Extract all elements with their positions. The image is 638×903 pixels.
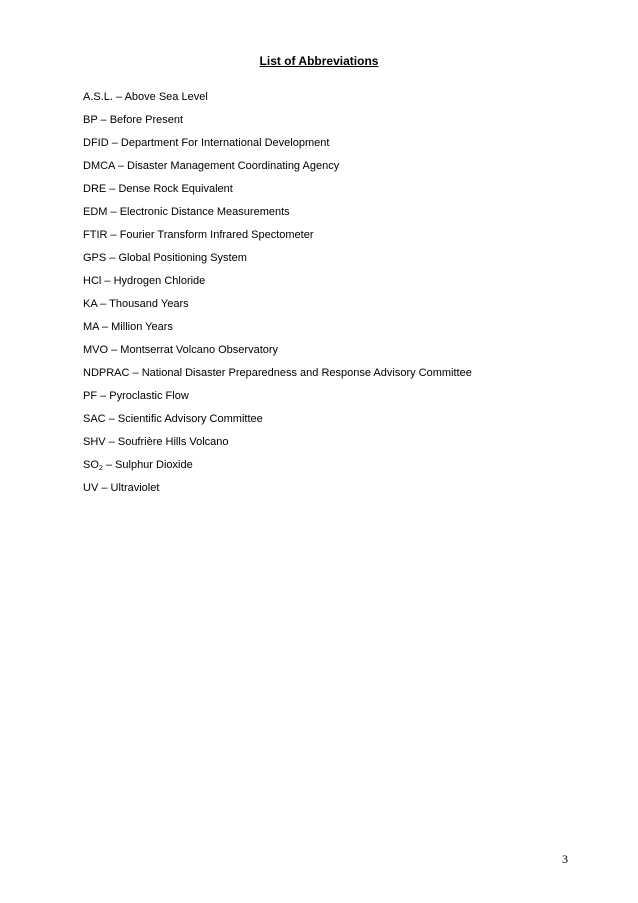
abbreviation-definition: Hydrogen Chloride: [113, 275, 206, 287]
abbreviation-entry: [83, 159, 472, 182]
abbreviation-separator: –: [112, 91, 125, 103]
abbreviation-term: GPS: [83, 252, 107, 264]
abbreviation-separator: –: [114, 160, 128, 172]
abbreviation-term: DRE: [83, 183, 107, 195]
abbreviation-term: SAC: [83, 413, 106, 425]
abbreviation-definition: National Disaster Preparedness and Response Advisory Committee: [141, 367, 472, 379]
abbreviation-entry: [83, 458, 472, 481]
abbreviation-separator: –: [106, 183, 119, 195]
abbreviation-term: KA: [83, 298, 98, 310]
abbreviation-term: MVO: [83, 344, 109, 356]
abbreviation-entry: [83, 90, 472, 113]
abbreviation-entry: [83, 182, 472, 205]
abbreviation-term: FTIR: [83, 229, 108, 241]
abbreviation-definition: Thousand Years: [109, 298, 189, 310]
abbreviation-entry: [83, 481, 472, 504]
abbreviation-subscript: 2: [98, 465, 103, 472]
abbreviation-separator: –: [97, 114, 110, 126]
abbreviation-entry: [83, 435, 472, 458]
abbreviation-entry: [83, 343, 472, 366]
abbreviation-definition: Million Years: [111, 321, 173, 333]
abbreviation-separator: –: [105, 436, 118, 448]
abbreviation-entry: [83, 251, 472, 274]
abbreviation-term: DMCA: [83, 160, 115, 172]
abbreviation-term: SO: [83, 459, 99, 471]
abbreviation-separator: –: [98, 482, 111, 494]
abbreviation-definition: Electronic Distance Measurements: [119, 206, 290, 218]
abbreviation-entry: [83, 205, 472, 228]
abbreviation-definition: Pyroclastic Flow: [109, 390, 189, 402]
abbreviation-entry: [83, 297, 472, 320]
abbreviation-term: NDPRAC: [83, 367, 130, 379]
abbreviation-separator: –: [101, 275, 114, 287]
abbreviation-term: UV: [83, 482, 99, 494]
abbreviation-definition: Ultraviolet: [110, 482, 160, 494]
abbreviation-separator: –: [98, 321, 112, 333]
abbreviation-entry: [83, 412, 472, 435]
abbreviation-separator: –: [108, 137, 121, 149]
abbreviation-term: SHV: [83, 436, 106, 448]
abbreviation-definition: Dense Rock Equivalent: [118, 183, 233, 195]
abbreviation-entry: [83, 320, 472, 343]
abbreviation-separator: –: [105, 413, 118, 425]
abbreviation-entry: [83, 113, 472, 136]
abbreviation-separator: –: [107, 229, 120, 241]
abbreviation-list: [83, 90, 472, 504]
page-title: List of Abbreviations: [259, 54, 379, 68]
abbreviation-definition: Sulphur Dioxide: [115, 459, 193, 471]
abbreviation-term: HCl: [83, 275, 102, 287]
abbreviation-entry: [83, 228, 472, 251]
abbreviation-term: PF: [83, 390, 98, 402]
abbreviation-definition: Disaster Management Coordinating Agency: [127, 160, 340, 172]
abbreviation-definition: Soufrière Hills Volcano: [117, 436, 229, 448]
abbreviation-definition: Global Positioning System: [118, 252, 247, 264]
abbreviation-separator: –: [102, 459, 116, 471]
abbreviation-term: EDM: [83, 206, 108, 218]
abbreviation-term: MA: [83, 321, 99, 333]
abbreviation-definition: Montserrat Volcano Observatory: [120, 344, 279, 356]
abbreviation-definition: Fourier Transform Infrared Spectometer: [119, 229, 314, 241]
abbreviation-term: DFID: [83, 137, 109, 149]
abbreviation-entry: [83, 366, 472, 389]
abbreviation-separator: –: [108, 344, 121, 356]
abbreviation-definition: Department For International Development: [120, 137, 330, 149]
abbreviation-term: BP: [83, 114, 98, 126]
abbreviation-separator: –: [97, 298, 110, 310]
page-number: 3: [562, 852, 568, 866]
abbreviation-definition: Scientific Advisory Committee: [117, 413, 263, 425]
abbreviation-term: A.S.L.: [83, 91, 113, 103]
abbreviation-definition: Above Sea Level: [124, 91, 208, 103]
abbreviation-separator: –: [97, 390, 110, 402]
abbreviation-definition: Before Present: [109, 114, 184, 126]
abbreviation-separator: –: [106, 252, 119, 264]
abbreviation-separator: –: [129, 367, 142, 379]
abbreviation-entry: [83, 389, 472, 412]
abbreviation-entry: [83, 136, 472, 159]
abbreviation-separator: –: [107, 206, 120, 218]
abbreviation-entry: [83, 274, 472, 297]
